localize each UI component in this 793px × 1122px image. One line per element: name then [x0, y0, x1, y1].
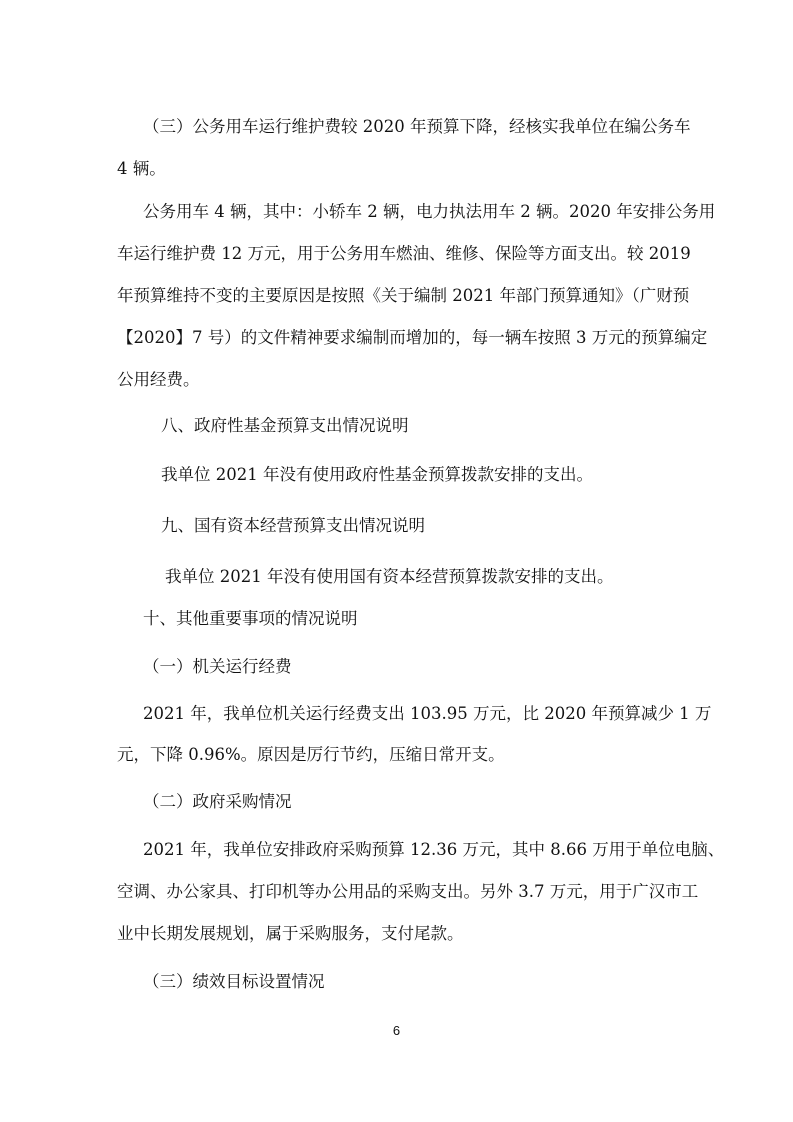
section-8-text: 我单位 2021 年没有使用政府性基金预算拨款安排的支出。: [161, 465, 593, 484]
vehicle-paragraph-line: 【2020】7 号）的文件精神要求编制而增加的，每一辆车按照 3 万元的预算编定: [117, 328, 708, 347]
vehicle-paragraph-line: 公用经费。: [117, 370, 200, 389]
section-10-2-paragraph-line: 空调、办公家具、打印机等办公用品的采购支出。另外 3.7 万元，用于广汉市工: [117, 882, 699, 901]
vehicle-paragraph-line: 公务用车 4 辆，其中：小轿车 2 辆，电力执法用车 2 辆。2020 年安排公务用: [143, 202, 716, 221]
section-9-text: 我单位 2021 年没有使用国有资本经营预算拨款安排的支出。: [165, 567, 614, 586]
section-3-vehicle-title-cont: 4 辆。: [117, 159, 166, 178]
section-10-2-paragraph-line: 2021 年，我单位安排政府采购预算 12.36 万元，其中 8.66 万用于单位电脑、: [143, 840, 725, 859]
section-10-1-paragraph-line: 元，下降 0.96%。原因是厉行节约，压缩日常开支。: [117, 745, 505, 764]
vehicle-paragraph-line: 年预算维持不变的主要原因是按照《关于编制 2021 年部门预算通知》（广财预: [117, 286, 690, 305]
vehicle-paragraph-line: 车运行维护费 12 万元，用于公务用车燃油、维修、保险等方面支出。较 2019: [117, 244, 691, 263]
section-10-2-heading: （二）政府采购情况: [143, 792, 292, 811]
section-10-heading: 十、其他重要事项的情况说明: [143, 609, 358, 628]
section-10-1-paragraph-line: 2021 年，我单位机关运行经费支出 103.95 万元，比 2020 年预算减少 1 万: [143, 704, 712, 723]
section-8-heading: 八、政府性基金预算支出情况说明: [161, 416, 409, 435]
page-number: 6: [392, 1023, 401, 1038]
section-9-heading: 九、国有资本经营预算支出情况说明: [161, 516, 425, 535]
section-10-1-heading: （一）机关运行经费: [143, 657, 292, 676]
section-10-3-heading: （三）绩效目标设置情况: [143, 972, 325, 991]
section-10-2-paragraph-line: 业中长期发展规划，属于采购服务，支付尾款。: [117, 924, 464, 943]
section-3-vehicle-title: （三）公务用车运行维护费较 2020 年预算下降，经核实我单位在编公务车: [143, 117, 691, 136]
